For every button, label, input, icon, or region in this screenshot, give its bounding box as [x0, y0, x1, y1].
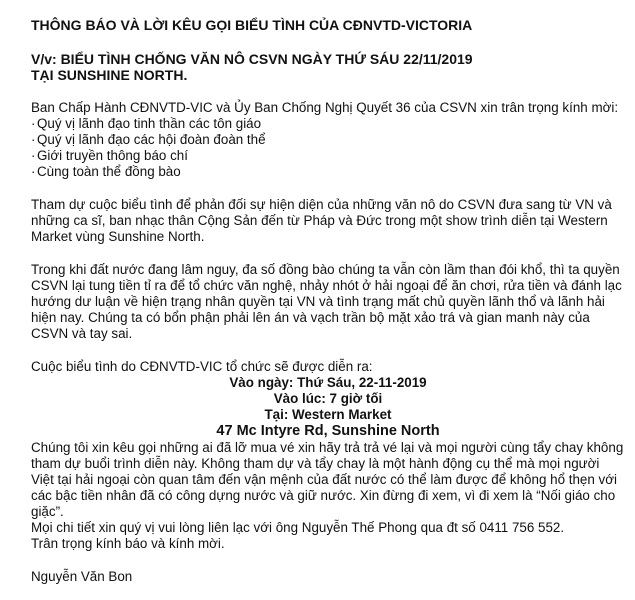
subject-line-1: V/v: BIỂU TÌNH CHỐNG VĂN NÔ CSVN NGÀY THỨ SÁU 22/11/2019 [31, 51, 473, 67]
invitation-block [31, 100, 625, 180]
contact-line: Mọi chi tiết xin quý vị vui lòng liên lạc với ông Nguyễn Thế Phong qua đt số 0411 756 552. [31, 520, 565, 535]
list-item: · Giới truyền thông báo chí [31, 148, 625, 164]
purpose-paragraph: Tham dự cuộc biểu tình để phản đối sự hiện diện của những văn nô do CSVN đưa sang từ VN và những ca sĩ, ban nhạc thân Cộng Sản đến từ Pháp và Đức trong một show trình diễn tại Western Market vùng Sunshine North. [31, 197, 612, 244]
list-item: · Cùng toàn thể đồng bào [31, 164, 625, 180]
subject-block [31, 51, 625, 83]
event-address: 47 Mc Intyre Rd, Sunshine North [216, 423, 440, 439]
event-intro: Cuộc biểu tình do CĐNVTD-VIC tổ chức sẽ được diễn ra: [31, 359, 373, 374]
signature: Nguyễn Văn Bon [31, 569, 133, 584]
closing-line: Trân trọng kính báo và kính mời. [31, 536, 225, 551]
event-time: Vào lúc: 7 giờ tối [273, 391, 383, 406]
event-venue: Tại: Western Market [264, 407, 392, 422]
event-block [31, 359, 625, 440]
invitee-list [31, 116, 625, 180]
boycott-paragraph: Chúng tôi xin kêu gọi những ai đã lỡ mua vé xin hãy trả trả vé lại và mọi người cùng tẩy chay không tham dự buổi trình diễn này. Không tham dự và tẩy chay là một hành động cụ thể mà mọi người Việt tại hải ngoại còn quan tâm đến vận mệnh của đất nước có thể làm được để không hổ thẹn với các bậc tiền nhân đã có công dựng nước và giữ nước. Xin đừng đi xem, vì đi xem là “Nối giáo cho giặc”. [31, 440, 624, 519]
event-date: Vào ngày: Thứ Sáu, 22-11-2019 [229, 375, 427, 390]
document-heading: THÔNG BÁO VÀ LỜI KÊU GỌI BIỂU TÌNH CỦA CĐNVTD-VICTORIA [31, 17, 473, 33]
list-item: · Quý vị lãnh đạo các hội đoàn đoàn thể [31, 132, 625, 148]
reason-paragraph: Trong khi đất nước đang lâm nguy, đa số đồng bào chúng ta vẫn còn lầm than đói khổ, thì ta quyền CSVN lại tung tiền tỉ ra để tổ chức văn nghệ, nhảy nhót ở hải ngoại để ăn chơi, rửa tiền và đánh lạc hướng dư luận về hiện trạng nhân quyền tại VN và tình trạng mất chủ quyền lãnh thổ và lãnh hải hiện nay. Chúng ta có bổn phận phải lên án và vạch trần bộ mặt xảo trá và gian manh này của CSVN và tay sai. [31, 262, 622, 341]
subject-line-2: TẠI SUNSHINE NORTH. [31, 67, 188, 83]
invitation-intro: Ban Chấp Hành CĐNVTD-VIC và Ủy Ban Chống Nghị Quyết 36 của CSVN xin trân trọng kính mời: [31, 100, 619, 115]
list-item: · Quý vị lãnh đạo tinh thần các tôn giáo [31, 116, 625, 132]
